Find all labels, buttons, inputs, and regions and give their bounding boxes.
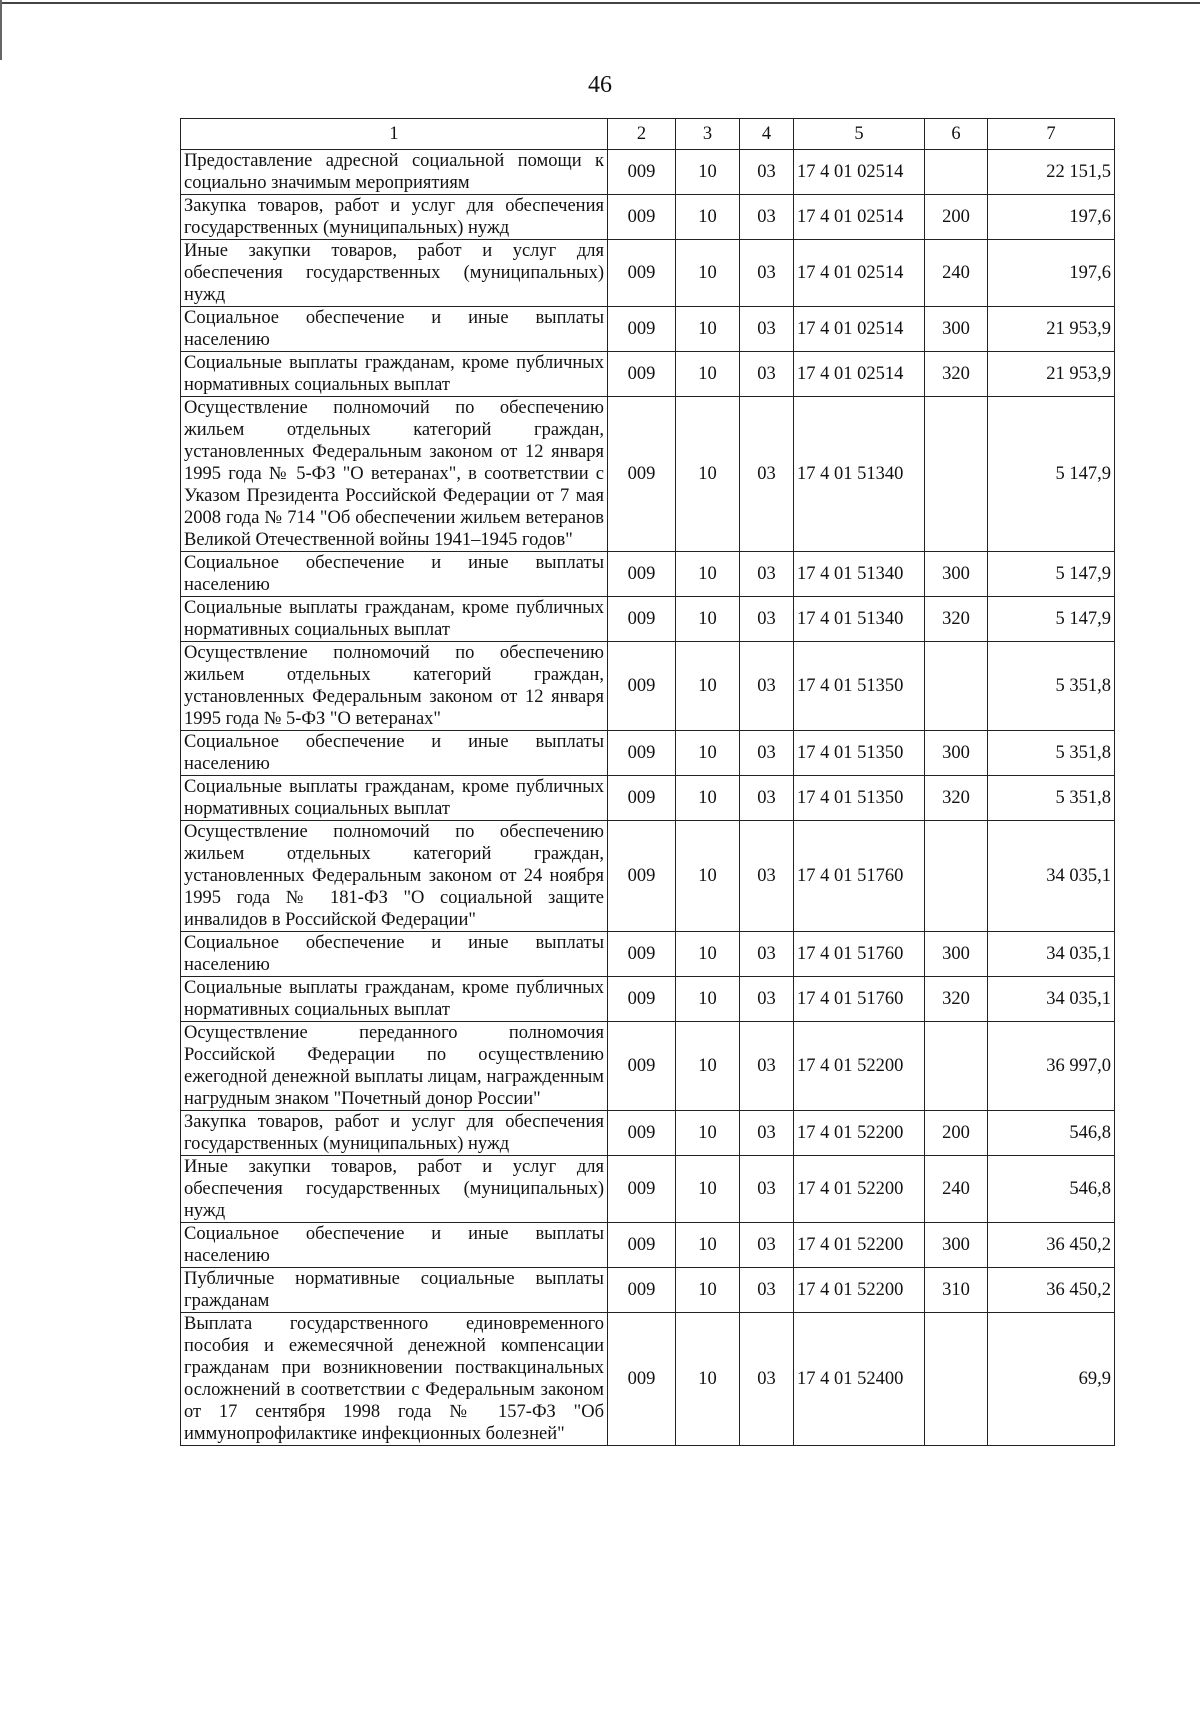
- row-ministry-code: 009: [608, 977, 676, 1022]
- row-section-code: 10: [676, 821, 740, 932]
- row-amount: 197,6: [988, 240, 1115, 307]
- row-target-code: 17 4 01 52200: [794, 1022, 925, 1111]
- row-expense-type: 320: [925, 597, 988, 642]
- table-header-row: [181, 119, 1115, 150]
- row-amount: 5 351,8: [988, 731, 1115, 776]
- table-row: [181, 552, 1115, 597]
- row-section-code: 10: [676, 597, 740, 642]
- row-subsection-code: 03: [740, 307, 794, 352]
- table-row: [181, 240, 1115, 307]
- row-section-code: 10: [676, 397, 740, 552]
- row-ministry-code: 009: [608, 642, 676, 731]
- row-ministry-code: 009: [608, 1022, 676, 1111]
- row-subsection-code: 03: [740, 642, 794, 731]
- row-subsection-code: 03: [740, 552, 794, 597]
- table-row: [181, 642, 1115, 731]
- row-subsection-code: 03: [740, 1223, 794, 1268]
- row-ministry-code: 009: [608, 397, 676, 552]
- row-subsection-code: 03: [740, 821, 794, 932]
- row-expense-type: 240: [925, 1156, 988, 1223]
- row-target-code: 17 4 01 51760: [794, 932, 925, 977]
- row-target-code: 17 4 01 02514: [794, 352, 925, 397]
- row-ministry-code: 009: [608, 776, 676, 821]
- row-ministry-code: 009: [608, 1313, 676, 1446]
- row-name: Предоставление адресной социальной помощи к социально значимым мероприятиям: [181, 150, 608, 195]
- row-subsection-code: 03: [740, 1313, 794, 1446]
- row-target-code: 17 4 01 02514: [794, 307, 925, 352]
- row-target-code: 17 4 01 52200: [794, 1111, 925, 1156]
- row-subsection-code: 03: [740, 1111, 794, 1156]
- row-ministry-code: 009: [608, 821, 676, 932]
- table-row: [181, 597, 1115, 642]
- header-col-2: 2: [608, 119, 676, 150]
- row-name: Социальные выплаты гражданам, кроме публичных нормативных социальных выплат: [181, 352, 608, 397]
- row-expense-type: 200: [925, 1111, 988, 1156]
- row-amount: 34 035,1: [988, 821, 1115, 932]
- row-subsection-code: 03: [740, 776, 794, 821]
- row-subsection-code: 03: [740, 352, 794, 397]
- row-expense-type: 300: [925, 307, 988, 352]
- table-row: [181, 932, 1115, 977]
- table-row: [181, 1313, 1115, 1446]
- row-name: Социальное обеспечение и иные выплаты населению: [181, 932, 608, 977]
- row-name: Осуществление полномочий по обеспечению жильем отдельных категорий граждан, установленных Федеральным законом от 24 ноября 1995 года № 181-ФЗ "О социальной защите инвалидов в Российской Федерации": [181, 821, 608, 932]
- page-number: 46: [588, 72, 612, 98]
- row-name: Социальные выплаты гражданам, кроме публичных нормативных социальных выплат: [181, 776, 608, 821]
- row-target-code: 17 4 01 51350: [794, 776, 925, 821]
- row-expense-type: [925, 821, 988, 932]
- row-ministry-code: 009: [608, 1268, 676, 1313]
- row-ministry-code: 009: [608, 150, 676, 195]
- row-target-code: 17 4 01 51760: [794, 977, 925, 1022]
- row-amount: 546,8: [988, 1156, 1115, 1223]
- row-subsection-code: 03: [740, 932, 794, 977]
- row-target-code: 17 4 01 51340: [794, 397, 925, 552]
- row-section-code: 10: [676, 1156, 740, 1223]
- row-target-code: 17 4 01 51350: [794, 731, 925, 776]
- table-row: [181, 1111, 1115, 1156]
- header-col-1: 1: [181, 119, 608, 150]
- row-amount: 5 147,9: [988, 397, 1115, 552]
- row-section-code: 10: [676, 1022, 740, 1111]
- row-ministry-code: 009: [608, 731, 676, 776]
- table-row: [181, 1223, 1115, 1268]
- row-name: Социальное обеспечение и иные выплаты населению: [181, 1223, 608, 1268]
- row-expense-type: [925, 150, 988, 195]
- row-expense-type: [925, 642, 988, 731]
- row-section-code: 10: [676, 932, 740, 977]
- row-name: Социальное обеспечение и иные выплаты населению: [181, 307, 608, 352]
- row-subsection-code: 03: [740, 150, 794, 195]
- row-name: Закупка товаров, работ и услуг для обеспечения государственных (муниципальных) нужд: [181, 1111, 608, 1156]
- row-amount: 21 953,9: [988, 352, 1115, 397]
- row-name: Осуществление переданного полномочия Российской Федерации по осуществлению ежегодной денежной выплаты лицам, награжденным нагрудным знаком "Почетный донор России": [181, 1022, 608, 1111]
- row-target-code: 17 4 01 52400: [794, 1313, 925, 1446]
- row-expense-type: 300: [925, 932, 988, 977]
- row-amount: 5 351,8: [988, 776, 1115, 821]
- row-name: Публичные нормативные социальные выплаты гражданам: [181, 1268, 608, 1313]
- table-row: [181, 731, 1115, 776]
- table-row: [181, 776, 1115, 821]
- row-expense-type: 300: [925, 731, 988, 776]
- row-subsection-code: 03: [740, 240, 794, 307]
- row-amount: 36 997,0: [988, 1022, 1115, 1111]
- row-target-code: 17 4 01 51760: [794, 821, 925, 932]
- row-section-code: 10: [676, 352, 740, 397]
- table-row: [181, 307, 1115, 352]
- row-expense-type: [925, 1313, 988, 1446]
- table-body: [181, 150, 1115, 1446]
- row-subsection-code: 03: [740, 731, 794, 776]
- row-amount: 36 450,2: [988, 1268, 1115, 1313]
- row-ministry-code: 009: [608, 1223, 676, 1268]
- row-target-code: 17 4 01 02514: [794, 195, 925, 240]
- row-amount: 22 151,5: [988, 150, 1115, 195]
- row-name: Осуществление полномочий по обеспечению жильем отдельных категорий граждан, установленных Федеральным законом от 12 января 1995 года № 5-ФЗ "О ветеранах": [181, 642, 608, 731]
- budget-table: [180, 118, 1115, 1446]
- row-name: Закупка товаров, работ и услуг для обеспечения государственных (муниципальных) нужд: [181, 195, 608, 240]
- row-section-code: 10: [676, 1268, 740, 1313]
- row-ministry-code: 009: [608, 552, 676, 597]
- row-section-code: 10: [676, 552, 740, 597]
- table-row: [181, 1268, 1115, 1313]
- row-ministry-code: 009: [608, 307, 676, 352]
- row-section-code: 10: [676, 731, 740, 776]
- row-subsection-code: 03: [740, 1268, 794, 1313]
- row-target-code: 17 4 01 52200: [794, 1223, 925, 1268]
- row-ministry-code: 009: [608, 240, 676, 307]
- row-ministry-code: 009: [608, 352, 676, 397]
- row-ministry-code: 009: [608, 1111, 676, 1156]
- row-subsection-code: 03: [740, 597, 794, 642]
- row-target-code: 17 4 01 52200: [794, 1156, 925, 1223]
- row-subsection-code: 03: [740, 977, 794, 1022]
- row-expense-type: [925, 1022, 988, 1111]
- row-expense-type: 300: [925, 552, 988, 597]
- table-row: [181, 977, 1115, 1022]
- scan-edge-top: [0, 2, 1200, 4]
- row-ministry-code: 009: [608, 1156, 676, 1223]
- row-amount: 34 035,1: [988, 932, 1115, 977]
- row-section-code: 10: [676, 977, 740, 1022]
- table-row: [181, 1022, 1115, 1111]
- row-subsection-code: 03: [740, 1022, 794, 1111]
- row-expense-type: 240: [925, 240, 988, 307]
- row-amount: 546,8: [988, 1111, 1115, 1156]
- header-col-7: 7: [988, 119, 1115, 150]
- row-subsection-code: 03: [740, 195, 794, 240]
- table-row: [181, 195, 1115, 240]
- row-amount: 21 953,9: [988, 307, 1115, 352]
- row-section-code: 10: [676, 195, 740, 240]
- row-expense-type: 320: [925, 977, 988, 1022]
- row-target-code: 17 4 01 02514: [794, 240, 925, 307]
- row-section-code: 10: [676, 1111, 740, 1156]
- row-target-code: 17 4 01 51340: [794, 552, 925, 597]
- row-ministry-code: 009: [608, 932, 676, 977]
- row-expense-type: 300: [925, 1223, 988, 1268]
- table-row: [181, 352, 1115, 397]
- row-target-code: 17 4 01 52200: [794, 1268, 925, 1313]
- scan-edge-left: [0, 0, 2, 60]
- header-col-3: 3: [676, 119, 740, 150]
- row-section-code: 10: [676, 240, 740, 307]
- row-name: Выплата государственного единовременного пособия и ежемесячной денежной компенсации гражданам при возникновении поствакцинальных осложнений в соответствии с Федеральным законом от 17 сентября 1998 года № 157-ФЗ "Об иммунопрофилактике инфекционных болезней": [181, 1313, 608, 1446]
- row-expense-type: 320: [925, 352, 988, 397]
- row-amount: 197,6: [988, 195, 1115, 240]
- row-name: Социальное обеспечение и иные выплаты населению: [181, 731, 608, 776]
- row-target-code: 17 4 01 51340: [794, 597, 925, 642]
- row-name: Иные закупки товаров, работ и услуг для обеспечения государственных (муниципальных) нужд: [181, 1156, 608, 1223]
- row-amount: 5 147,9: [988, 597, 1115, 642]
- row-section-code: 10: [676, 1223, 740, 1268]
- row-amount: 69,9: [988, 1313, 1115, 1446]
- row-expense-type: 320: [925, 776, 988, 821]
- header-col-6: 6: [925, 119, 988, 150]
- row-section-code: 10: [676, 776, 740, 821]
- row-ministry-code: 009: [608, 195, 676, 240]
- row-section-code: 10: [676, 150, 740, 195]
- header-col-5: 5: [794, 119, 925, 150]
- row-expense-type: 200: [925, 195, 988, 240]
- row-section-code: 10: [676, 642, 740, 731]
- row-name: Осуществление полномочий по обеспечению жильем отдельных категорий граждан, установленных Федеральным законом от 12 января 1995 года № 5-ФЗ "О ветеранах", в соответствии с Указом Президента Российской Федерации от 7 мая 2008 года № 714 "Об обеспечении жильем ветеранов Великой Отечественной войны 1941–1945 годов": [181, 397, 608, 552]
- row-target-code: 17 4 01 51350: [794, 642, 925, 731]
- table-row: [181, 1156, 1115, 1223]
- row-section-code: 10: [676, 307, 740, 352]
- row-amount: 34 035,1: [988, 977, 1115, 1022]
- row-name: Иные закупки товаров, работ и услуг для обеспечения государственных (муниципальных) нужд: [181, 240, 608, 307]
- header-col-4: 4: [740, 119, 794, 150]
- table-row: [181, 397, 1115, 552]
- row-expense-type: 310: [925, 1268, 988, 1313]
- row-name: Социальные выплаты гражданам, кроме публичных нормативных социальных выплат: [181, 977, 608, 1022]
- row-subsection-code: 03: [740, 1156, 794, 1223]
- table-row: [181, 821, 1115, 932]
- row-expense-type: [925, 397, 988, 552]
- row-name: Социальное обеспечение и иные выплаты населению: [181, 552, 608, 597]
- row-amount: 5 351,8: [988, 642, 1115, 731]
- row-name: Социальные выплаты гражданам, кроме публичных нормативных социальных выплат: [181, 597, 608, 642]
- row-amount: 36 450,2: [988, 1223, 1115, 1268]
- row-ministry-code: 009: [608, 597, 676, 642]
- row-section-code: 10: [676, 1313, 740, 1446]
- row-amount: 5 147,9: [988, 552, 1115, 597]
- row-target-code: 17 4 01 02514: [794, 150, 925, 195]
- table-row: [181, 150, 1115, 195]
- row-subsection-code: 03: [740, 397, 794, 552]
